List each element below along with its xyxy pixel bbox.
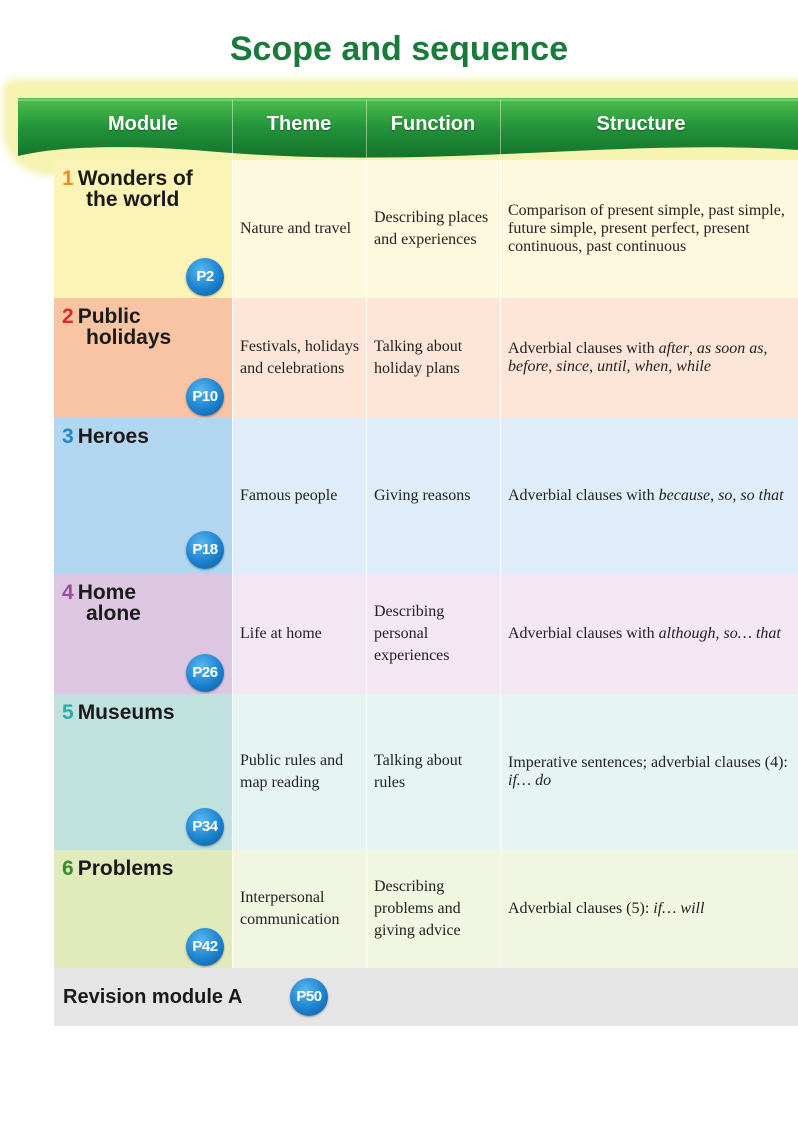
function-value: Talking about rules [374, 752, 463, 791]
theme-cell-text [240, 574, 360, 694]
page-badge[interactable]: P26 [186, 654, 224, 692]
structure-fragment: , [626, 358, 635, 375]
module-name: Wonders of [77, 167, 193, 190]
structure-keyword: because [658, 487, 711, 504]
structure-keyword: if… will [653, 900, 705, 917]
function-cell [366, 694, 500, 850]
module-number: 3 [62, 425, 74, 448]
structure-cell [500, 574, 798, 694]
function-cell [366, 574, 500, 694]
structure-fragment: , [715, 625, 724, 642]
structure-keyword: when [634, 358, 669, 375]
function-cell [366, 298, 500, 418]
structure-fragment: , [710, 487, 719, 504]
theme-cell [232, 418, 366, 574]
function-value: Describing problems and giving advice [374, 878, 461, 939]
module-title [62, 168, 193, 210]
structure-cell [500, 850, 798, 968]
function-cell [366, 160, 500, 298]
structure-keyword: as soon as [696, 340, 764, 357]
module-number: 1 [62, 167, 74, 190]
page-badge[interactable]: P18 [186, 531, 224, 569]
function-cell-text [374, 694, 494, 850]
theme-cell [232, 574, 366, 694]
structure-keyword: while [676, 358, 711, 375]
structure-fragment: , [732, 487, 741, 504]
theme-cell [232, 850, 366, 968]
module-title [62, 582, 141, 624]
structure-cell [500, 298, 798, 418]
structure-keyword: before [508, 358, 549, 375]
structure-fragment: , [763, 340, 768, 357]
theme-cell [232, 160, 366, 298]
structure-value [508, 625, 781, 643]
structure-keyword: until [597, 358, 627, 375]
structure-keyword: since [556, 358, 590, 375]
structure-keyword: so [718, 487, 733, 504]
structure-text [508, 694, 792, 850]
revision-row[interactable] [54, 968, 798, 1026]
structure-cell [500, 160, 798, 298]
theme-cell-text [240, 694, 360, 850]
module-number: 2 [62, 305, 74, 328]
function-cell-text [374, 574, 494, 694]
structure-fragment: , [548, 358, 557, 375]
structure-keyword: so… that [723, 625, 781, 642]
theme-value: Public rules and map reading [240, 752, 344, 791]
theme-cell-text [240, 418, 360, 574]
theme-cell-text [240, 298, 360, 418]
theme-value: Festivals, holidays and celebrations [240, 338, 360, 377]
module-cell [54, 298, 232, 418]
structure-value [508, 487, 784, 505]
structure-fragment: Comparison of present simple, past simple, future simple, present perfect, present continuous, past continuous [508, 202, 785, 255]
theme-cell-text [240, 160, 360, 298]
table-row[interactable] [54, 298, 798, 418]
table-row[interactable] [54, 160, 798, 298]
header-function: Function [390, 113, 476, 135]
module-title [62, 426, 149, 447]
structure-fragment: , [589, 358, 598, 375]
structure-value [508, 900, 704, 918]
function-cell-text [374, 160, 494, 298]
structure-fragment: Adverbial clauses with [508, 340, 659, 357]
module-name-line2: holidays [86, 326, 172, 349]
structure-keyword: so that [740, 487, 784, 504]
module-name: Museums [77, 701, 175, 724]
theme-cell [232, 694, 366, 850]
function-cell-text [374, 298, 494, 418]
structure-value [508, 340, 792, 376]
module-name: Public [77, 305, 141, 328]
function-cell-text [374, 850, 494, 968]
structure-text [508, 160, 792, 298]
theme-cell-text [240, 850, 360, 968]
structure-fragment: , [688, 340, 697, 357]
structure-fragment: Imperative sentences; adverbial clauses (4): [508, 754, 788, 771]
module-name-line2: the world [86, 188, 180, 211]
page-badge[interactable]: P34 [186, 808, 224, 846]
theme-value: Life at home [240, 625, 322, 642]
table-row[interactable] [54, 694, 798, 850]
header-theme: Theme [266, 113, 332, 135]
function-value: Giving reasons [374, 487, 471, 504]
table-row[interactable] [54, 850, 798, 968]
module-name: Problems [77, 857, 174, 880]
structure-keyword: after [658, 340, 689, 357]
structure-keyword: although [658, 625, 716, 642]
page-badge[interactable]: P50 [290, 978, 328, 1016]
page-badge[interactable]: P10 [186, 378, 224, 416]
module-cell [54, 418, 232, 574]
structure-fragment: Adverbial clauses (5): [508, 900, 654, 917]
header-structure: Structure [596, 113, 686, 135]
module-title [62, 702, 175, 723]
table-row[interactable] [54, 418, 798, 574]
function-cell [366, 418, 500, 574]
module-cell [54, 694, 232, 850]
structure-keyword: if… do [508, 772, 552, 789]
table-row[interactable] [54, 574, 798, 694]
module-title [62, 306, 171, 348]
module-name: Home [77, 581, 137, 604]
function-cell-text [374, 418, 494, 574]
theme-value: Interpersonal communication [240, 889, 340, 928]
module-cell [54, 574, 232, 694]
header-module: Module [108, 113, 178, 135]
structure-cell [500, 694, 798, 850]
module-name-line2: alone [86, 602, 141, 625]
page-badge[interactable]: P2 [186, 258, 224, 296]
module-cell [54, 160, 232, 298]
function-value: Talking about holiday plans [374, 338, 463, 377]
structure-value [508, 754, 792, 790]
structure-value [508, 202, 792, 256]
structure-text [508, 574, 792, 694]
structure-fragment: , [668, 358, 677, 375]
function-value: Describing places and experiences [374, 209, 489, 248]
page-badge[interactable]: P42 [186, 928, 224, 966]
structure-fragment: Adverbial clauses with [508, 625, 659, 642]
module-number: 6 [62, 857, 74, 880]
structure-text [508, 850, 792, 968]
theme-cell [232, 298, 366, 418]
module-title [62, 858, 173, 879]
function-cell [366, 850, 500, 968]
module-name: Heroes [77, 425, 149, 448]
structure-fragment: Adverbial clauses with [508, 487, 659, 504]
module-number: 4 [62, 581, 74, 604]
theme-value: Nature and travel [240, 220, 352, 237]
page-title: Scope and sequence [229, 30, 569, 68]
module-number: 5 [62, 701, 74, 724]
structure-text [508, 298, 792, 418]
theme-value: Famous people [240, 487, 338, 504]
structure-text [508, 418, 792, 574]
structure-cell [500, 418, 798, 574]
function-value: Describing personal experiences [374, 603, 450, 664]
module-cell [54, 850, 232, 968]
revision-label: Revision module A [63, 986, 243, 1008]
